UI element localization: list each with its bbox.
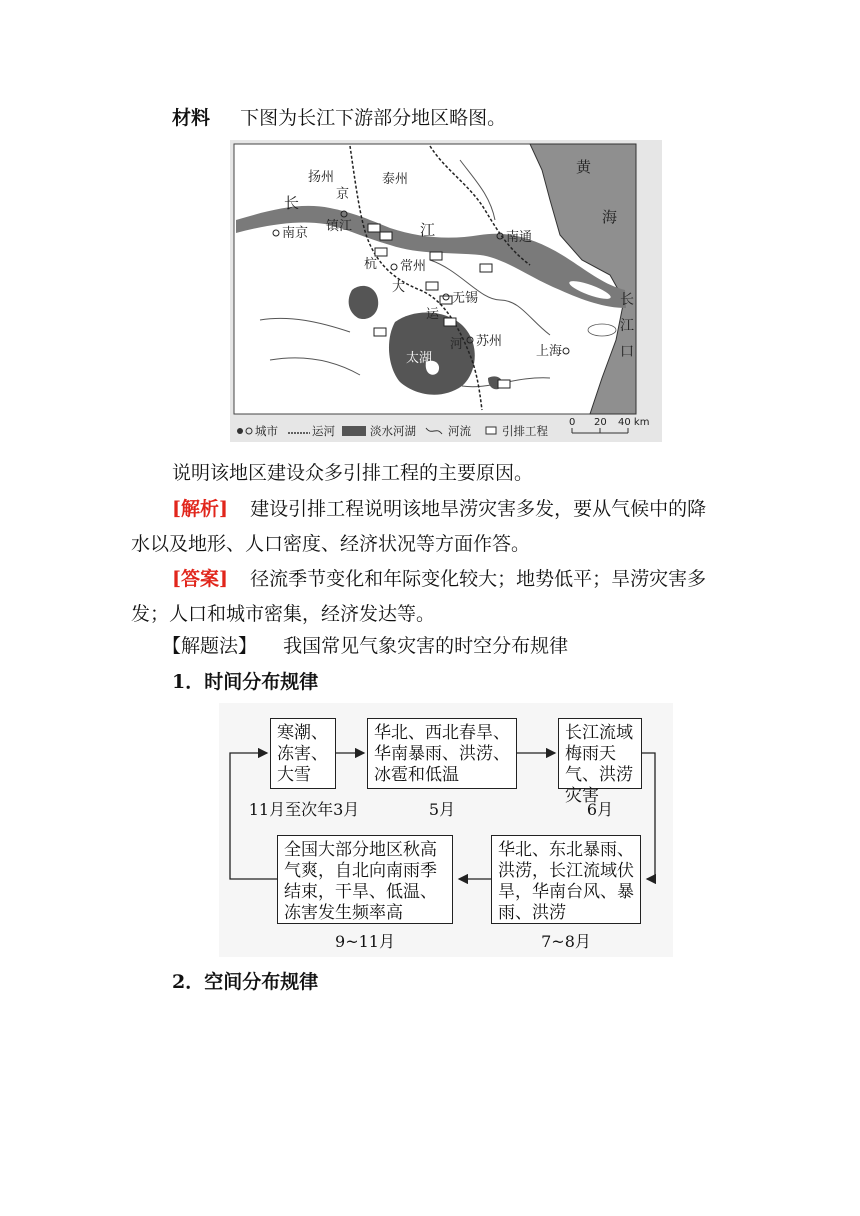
legend-city: 城市 — [255, 424, 278, 438]
material-line — [172, 104, 506, 132]
time-distribution-diagram — [219, 703, 673, 957]
analysis-line2: 水以及地形、人口密度、经济状况等方面作答。 — [131, 533, 531, 555]
label-chang-left: 长 — [284, 194, 300, 212]
flow-caption-july-aug: 7~8月 — [541, 932, 591, 951]
map-svg — [230, 140, 662, 442]
flow-box-june: 长江流域梅雨天气、洪涝灾害 — [558, 718, 642, 789]
scale-40: 40 km — [618, 417, 650, 428]
answer-tag: [答案] — [172, 568, 228, 590]
label-kou: 口 — [620, 344, 634, 360]
label-jing: 京 — [336, 187, 350, 202]
label-hai: 海 — [602, 208, 618, 226]
scale-0: 0 — [569, 417, 576, 428]
material-text: 下图为长江下游部分地区略图。 — [240, 107, 507, 129]
label-shanghai: 上海 — [536, 344, 563, 359]
label-jiang: 江 — [420, 221, 436, 239]
question: 说明该地区建设众多引排工程的主要原因。 — [172, 462, 534, 484]
material-label: 材料 — [172, 107, 211, 129]
label-hang: 杭 — [364, 257, 378, 272]
scale-20: 20 — [594, 417, 607, 428]
flow-box-winter: 寒潮、冻害、大雪 — [270, 718, 336, 789]
label-taizhou: 泰州 — [382, 172, 409, 187]
label-suzhou: 苏州 — [476, 334, 503, 349]
answer-text1: 径流季节变化和年际变化较大；地势低平；旱涝灾害多 — [250, 568, 707, 590]
flow-box-july-aug: 华北、东北暴雨、洪涝，长江流域伏旱，华南台风、暴雨、洪涝 — [491, 835, 641, 924]
flow-box-autumn: 全国大部分地区秋高气爽，自北向南雨季结束，干旱、低温、冻害发生频率高 — [277, 835, 453, 924]
legend-river: 河流 — [448, 424, 471, 438]
label-nantong: 南通 — [506, 230, 533, 245]
flow-box-may: 华北、西北春旱、华南暴雨、洪涝、冰雹和低温 — [367, 718, 517, 789]
flow-caption-may: 5月 — [428, 800, 456, 819]
answer-line1 — [172, 565, 706, 593]
method-text: 我国常见气象灾害的时空分布规律 — [283, 635, 569, 657]
analysis-line1 — [172, 495, 706, 523]
legend-lake: 淡水河湖 — [370, 424, 416, 438]
flow-caption-autumn: 9~11月 — [335, 932, 395, 951]
analysis-tag: [解析] — [172, 498, 228, 520]
legend-canal: 运河 — [312, 424, 335, 438]
label-jiang-right: 江 — [620, 318, 634, 334]
flow-caption-winter: 11月至次年3月 — [248, 800, 360, 819]
label-wuxi: 无锡 — [452, 291, 479, 306]
label-he: 河 — [450, 337, 464, 352]
method-line — [162, 632, 568, 660]
label-nanjing: 南京 — [282, 226, 309, 241]
analysis-text1: 建设引排工程说明该地旱涝灾害多发，要从气候中的降 — [250, 498, 707, 520]
label-yun: 运 — [426, 307, 440, 322]
section1-title: 1．时间分布规律 — [172, 671, 319, 693]
answer-line2: 发；人口和城市密集，经济发达等。 — [131, 603, 436, 625]
flow-caption-june: 6月 — [586, 800, 614, 819]
label-zhenjiang: 镇江 — [326, 219, 353, 234]
section2-title: 2．空间分布规律 — [172, 971, 319, 993]
method-title: 【解题法】 — [162, 635, 258, 657]
yangtze-map — [230, 140, 662, 442]
label-yangzhou: 扬州 — [308, 170, 335, 185]
label-taihu: 太湖 — [406, 351, 433, 366]
label-changzhou: 常州 — [400, 259, 427, 274]
label-da: 大 — [392, 280, 406, 295]
legend-project: 引排工程 — [502, 424, 548, 438]
label-chang-right: 长 — [620, 292, 634, 308]
label-huang: 黄 — [576, 158, 592, 176]
